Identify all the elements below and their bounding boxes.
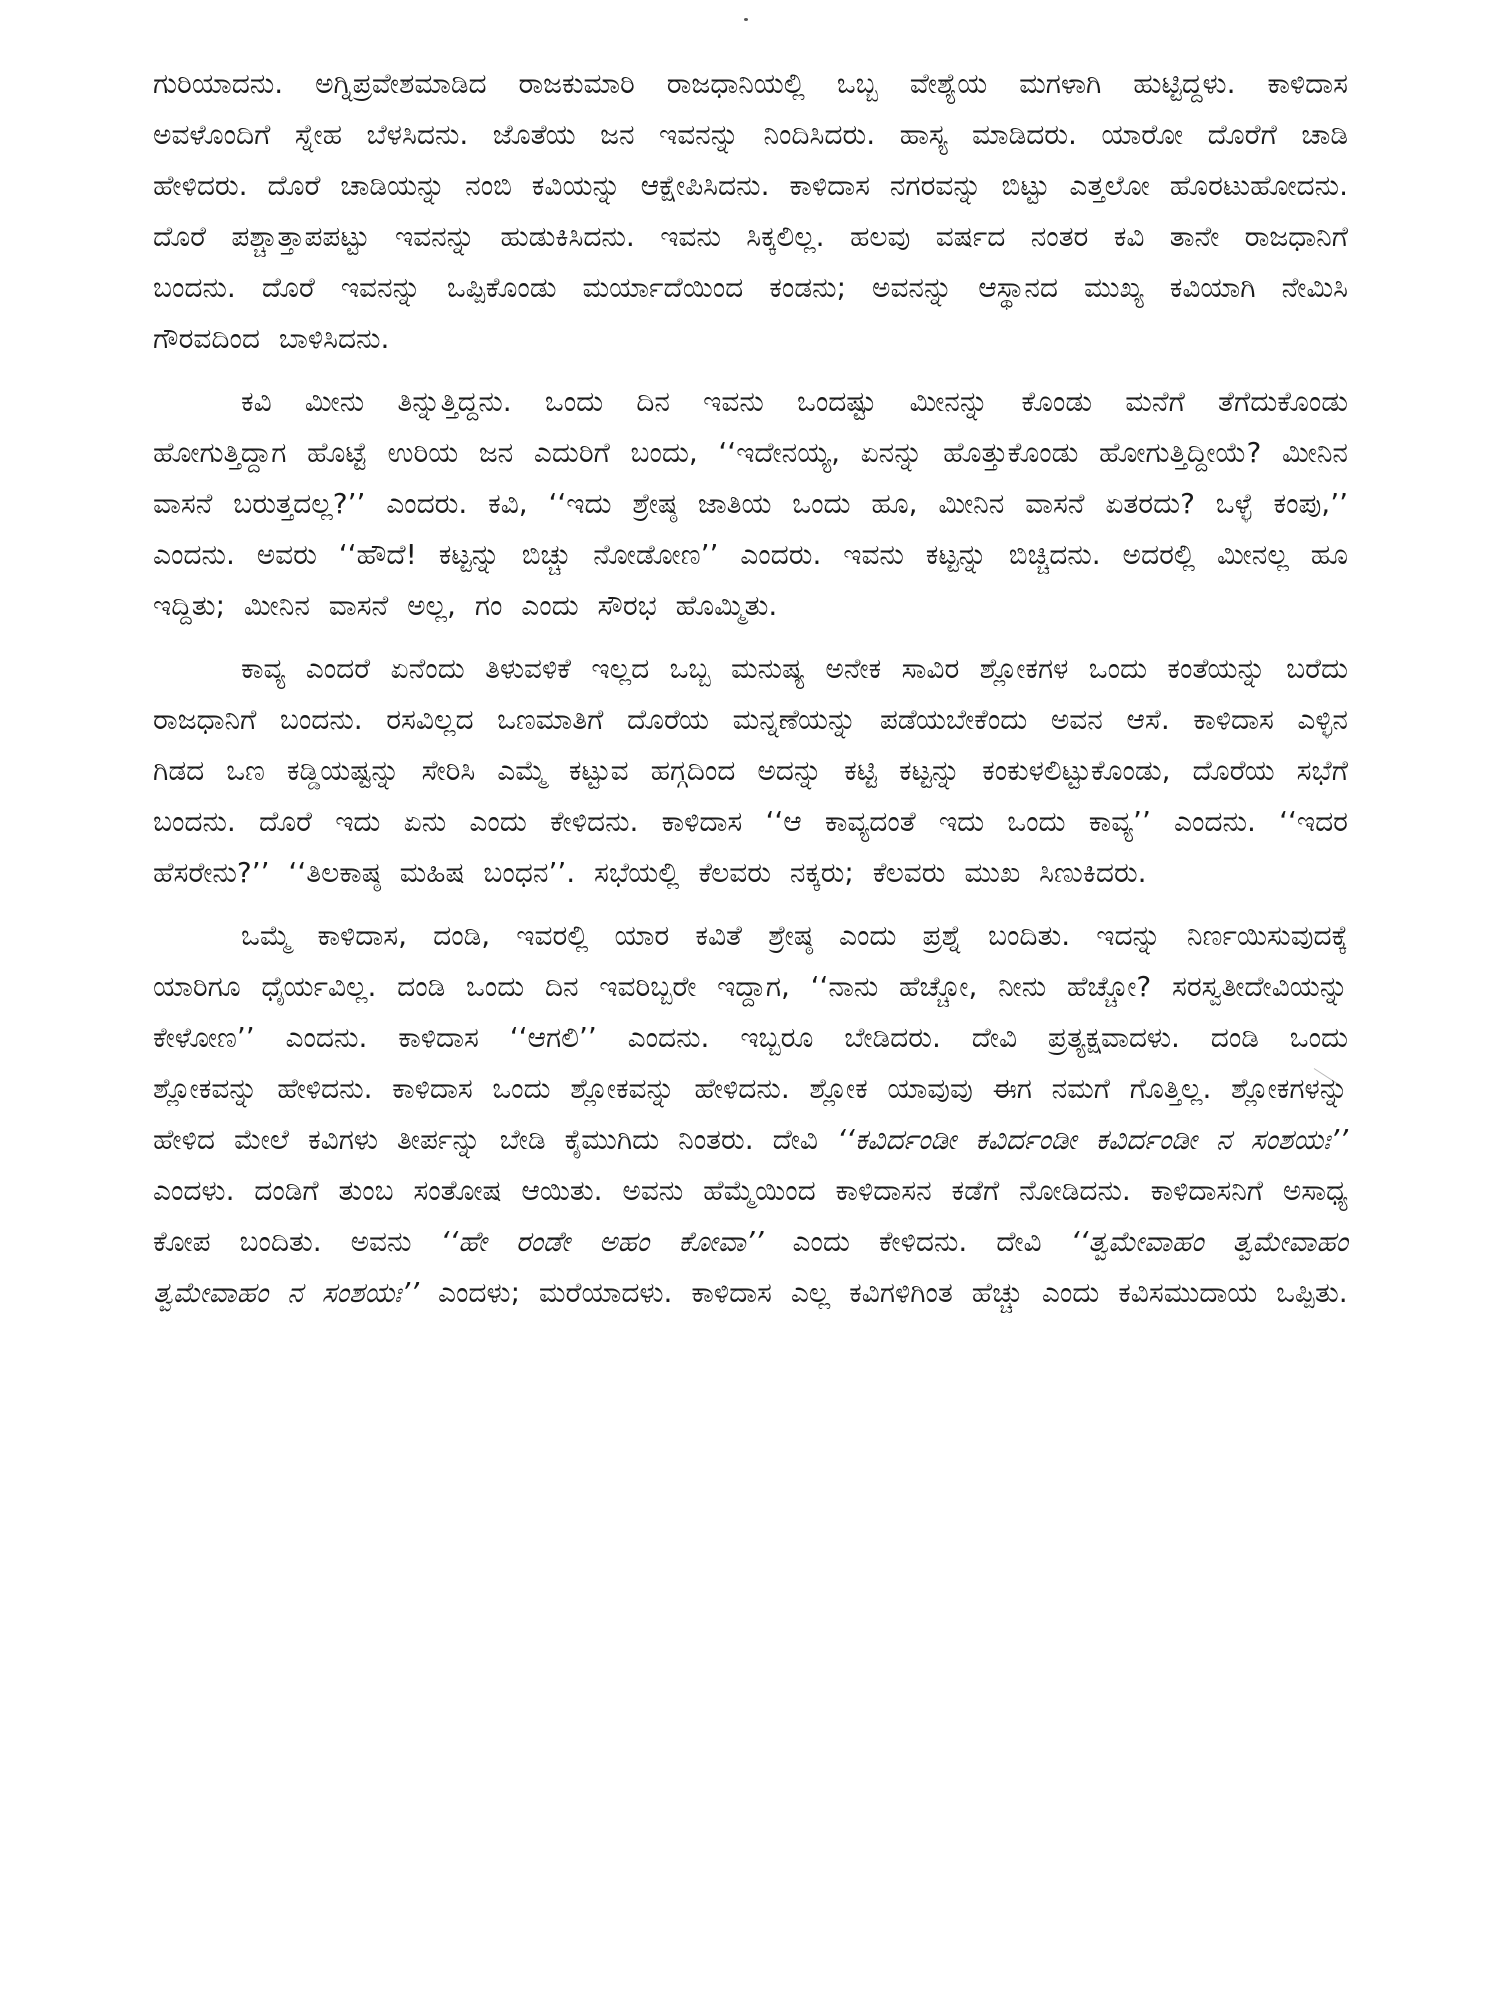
paragraph xyxy=(153,58,1348,364)
paragraph-text: ಕವಿ ಮೀನು ತಿನ್ನುತ್ತಿದ್ದನು. ಒಂದು ದಿನ ಇವನು ಒಂದಷ್ಟು ಮೀನನ್ನು ಕೊಂಡು ಮನೆಗೆ ತೆಗೆದುಕೊಂಡು ಹೋಗುತ್ತಿದ್ದಾಗ ಹೊಟ್ಟೆ ಉರಿಯ ಜನ ಎದುರಿಗೆ ಬಂದು, ‘‘ಇದೇನಯ್ಯ, ಏನನ್ನು ಹೊತ್ತುಕೊಂಡು ಹೋಗುತ್ತಿದ್ದೀಯೆ? ಮೀನಿನ ವಾಸನೆ ಬರುತ್ತದಲ್ಲ?’’ ಎಂದರು. ಕವಿ, ‘‘ಇದು ಶ್ರೇಷ್ಠ ಜಾತಿಯ ಒಂದು ಹೂ, ಮೀನಿನ ವಾಸನೆ ಏತರದು? ಒಳ್ಳೆ ಕಂಪು,’’ ಎಂದನು. ಅವರು ‘‘ಹೌದೆ! ಕಟ್ಟನ್ನು ಬಿಚ್ಚು ನೋಡೋಣ’’ ಎಂದರು. ಇವನು ಕಟ್ಟನ್ನು ಬಿಚ್ಚಿದನು. ಅದರಲ್ಲಿ ಮೀನಲ್ಲ ಹೂ ಇದ್ದಿತು; ಮೀನಿನ ವಾಸನೆ ಅಲ್ಲ, ಗಂ ಎಂದು ಸೌರಭ ಹೊಮ್ಮಿತು. xyxy=(153,385,1348,622)
scan-speck xyxy=(744,18,748,21)
paragraph xyxy=(153,643,1348,898)
paragraph-text: ಗುರಿಯಾದನು. ಅಗ್ನಿಪ್ರವೇಶಮಾಡಿದ ರಾಜಕುಮಾರಿ ರಾಜಧಾನಿಯಲ್ಲಿ ಒಬ್ಬ ವೇಶ್ಯೆಯ ಮಗಳಾಗಿ ಹುಟ್ಟಿದ್ದಳು. ಕಾಳಿದಾಸ ಅವಳೊಂದಿಗೆ ಸ್ನೇಹ ಬೆಳಸಿದನು. ಜೊತೆಯ ಜನ ಇವನನ್ನು ನಿಂದಿಸಿದರು. ಹಾಸ್ಯ ಮಾಡಿದರು. ಯಾರೋ ದೊರೆಗೆ ಚಾಡಿ ಹೇಳಿದರು. ದೊರೆ ಚಾಡಿಯನ್ನು ನಂಬಿ ಕವಿಯನ್ನು ಆಕ್ಷೇಪಿಸಿದನು. ಕಾಳಿದಾಸ ನಗರವನ್ನು ಬಿಟ್ಟು ಎತ್ತಲೋ ಹೊರಟುಹೋದನು. ದೊರೆ ಪಶ್ಚಾತ್ತಾಪಪಟ್ಟು ಇವನನ್ನು ಹುಡುಕಿಸಿದನು. ಇವನು ಸಿಕ್ಕಲಿಲ್ಲ. ಹಲವು ವರ್ಷದ ನಂತರ ಕವಿ ತಾನೇ ರಾಜಧಾನಿಗೆ ಬಂದನು. ದೊರೆ ಇವನನ್ನು ಒಪ್ಪಿಕೊಂಡು ಮರ್ಯಾದೆಯಿಂದ ಕಂಡನು; ಅವನನ್ನು ಆಸ್ಥಾನದ ಮುಖ್ಯ ಕವಿಯಾಗಿ ನೇಮಿಸಿ ಗೌರವದಿಂದ ಬಾಳಿಸಿದನು. xyxy=(153,67,1348,355)
paragraph xyxy=(153,376,1348,631)
sanskrit-verse-quote: ‘‘ತ್ವಮೇವಾಹಂ ತ್ವಮೇವಾಹಂ ತ್ವಮೇವಾಹಂ ನ ಸಂಶಯಃ’’ xyxy=(153,1225,1348,1309)
body-text xyxy=(153,58,1348,1318)
paragraph-text: ಎಂದು ಕೇಳಿದನು. ದೇವಿ xyxy=(763,1225,1071,1258)
sanskrit-verse-quote: ‘‘ಕವಿರ್ದಂಡೀ ಕವಿರ್ದಂಡೀ ಕವಿರ್ದಂಡೀ ನ ಸಂಶಯಃ’’ xyxy=(837,1123,1348,1156)
paragraph-text: ಒಮ್ಮೆ ಕಾಳಿದಾಸ, ದಂಡಿ, ಇವರಲ್ಲಿ ಯಾರ ಕವಿತೆ ಶ್ರೇಷ್ಠ ಎಂದು ಪ್ರಶ್ನೆ ಬಂದಿತು. ಇದನ್ನು ನಿರ್ಣಯಿಸುವುದಕ್ಕೆ ಯಾರಿಗೂ ಧೈರ್ಯವಿಲ್ಲ. ದಂಡಿ ಒಂದು ದಿನ ಇವರಿಬ್ಬರೇ ಇದ್ದಾಗ, ‘‘ನಾನು ಹೆಚ್ಚೋ, ನೀನು ಹೆಚ್ಚೋ? ಸರಸ್ವತೀದೇವಿಯನ್ನು ಕೇಳೋಣ’’ ಎಂದನು. ಕಾಳಿದಾಸ ‘‘ಆಗಲಿ’’ ಎಂದನು. ಇಬ್ಬರೂ ಬೇಡಿದರು. ದೇವಿ ಪ್ರತ್ಯಕ್ಷವಾದಳು. ದಂಡಿ ಒಂದು ಶ್ಲೋಕವನ್ನು ಹೇಳಿದನು. ಕಾಳಿದಾಸ ಒಂದು ಶ್ಲೋಕವನ್ನು ಹೇಳಿದನು. ಶ್ಲೋಕ ಯಾವುವು ಈಗ ನಮಗೆ ಗೊತ್ತಿಲ್ಲ. ಶ್ಲೋಕಗಳನ್ನು ಹೇಳಿದ ಮೇಲೆ ಕವಿಗಳು ತೀರ್ಪನ್ನು ಬೇಡಿ ಕೈಮುಗಿದು ನಿಂತರು. ದೇವಿ xyxy=(153,919,1348,1156)
paragraph xyxy=(153,910,1348,1318)
paragraph-text: ಎಂದಳು; ಮರೆಯಾದಳು. ಕಾಳಿದಾಸ ಎಲ್ಲ ಕವಿಗಳಿಗಿಂತ ಹೆಚ್ಚು ಎಂದು ಕವಿಸಮುದಾಯ ಒಪ್ಪಿತು. xyxy=(419,1276,1348,1309)
paragraph-text: ಎಂದಳು. ದಂಡಿಗೆ ತುಂಬ ಸಂತೋಷ ಆಯಿತು. ಅವನು ಹೆಮ್ಮೆಯಿಂದ ಕಾಳಿದಾಸನ ಕಡೆಗೆ ನೋಡಿದನು. ಕಾಳಿದಾಸನಿಗೆ ಅಸಾಧ್ಯ ಕೋಪ ಬಂದಿತು. ಅವನು xyxy=(153,1174,1348,1258)
paragraph-text: ಕಾವ್ಯ ಎಂದರೆ ಏನೆಂದು ತಿಳುವಳಿಕೆ ಇಲ್ಲದ ಒಬ್ಬ ಮನುಷ್ಯ ಅನೇಕ ಸಾವಿರ ಶ್ಲೋಕಗಳ ಒಂದು ಕಂತೆಯನ್ನು ಬರೆದು ರಾಜಧಾನಿಗೆ ಬಂದನು. ರಸವಿಲ್ಲದ ಒಣಮಾತಿಗೆ ದೊರೆಯ ಮನ್ನಣೆಯನ್ನು ಪಡೆಯಬೇಕೆಂದು ಅವನ ಆಸೆ. ಕಾಳಿದಾಸ ಎಳ್ಳಿನ ಗಿಡದ ಒಣ ಕಡ್ಡಿಯಷ್ಟನ್ನು ಸೇರಿಸಿ ಎಮ್ಮೆ ಕಟ್ಟುವ ಹಗ್ಗದಿಂದ ಅದನ್ನು ಕಟ್ಟಿ ಕಟ್ಟನ್ನು ಕಂಕುಳಲಿಟ್ಟುಕೊಂಡು, ದೊರೆಯ ಸಭೆಗೆ ಬಂದನು. ದೊರೆ ಇದು ಏನು ಎಂದು ಕೇಳಿದನು. ಕಾಳಿದಾಸ ‘‘ಆ ಕಾವ್ಯದಂತೆ ಇದು ಒಂದು ಕಾವ್ಯ’’ ಎಂದನು. ‘‘ಇದರ ಹೆಸರೇನು?’’ ‘‘ತಿಲಕಾಷ್ಠ ಮಹಿಷ ಬಂಧನ’’. ಸಭೆಯಲ್ಲಿ ಕೆಲವರು ನಕ್ಕರು; ಕೆಲವರು ಮುಖ ಸಿಣುಕಿದರು. xyxy=(153,652,1348,889)
sanskrit-verse-quote: ‘‘ಹೇ ರಂಡೇ ಅಹಂ ಕೋವಾ’’ xyxy=(440,1225,764,1258)
